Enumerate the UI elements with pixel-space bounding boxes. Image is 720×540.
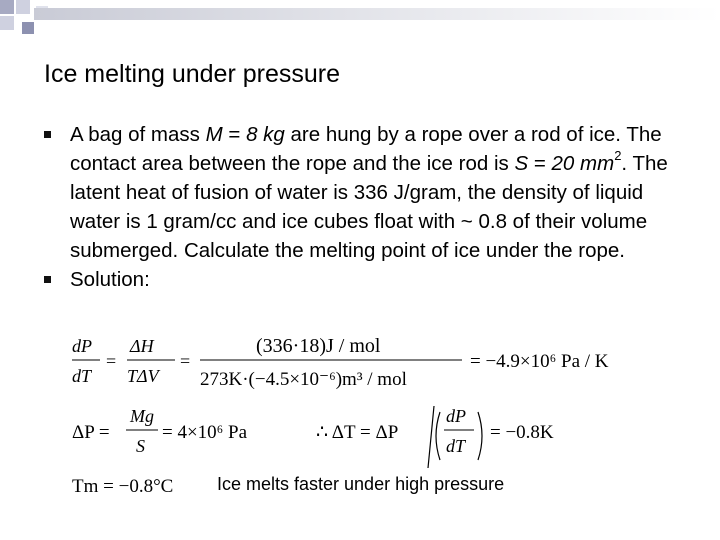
area-value: 20 mm	[551, 152, 615, 175]
eq1-eq: =	[106, 351, 117, 371]
slide-title: Ice melting under pressure	[44, 60, 340, 88]
conclusion-note: Ice melts faster under high pressure	[217, 474, 505, 494]
problem-text: . The latent heat of fusion of water is 336 J/gram, the density of liquid water is 1 gram/cc and ice cubes float with ~ 0.8 of their volume submerged. Calculate the melting point of ice under the rope.	[70, 152, 668, 262]
eq3-den: dT	[446, 436, 466, 456]
eq1-mid-den: TΔV	[127, 366, 159, 386]
eq2-den: S	[136, 436, 145, 456]
eq1-eq2: =	[180, 351, 191, 371]
eq3-num: dP	[446, 406, 466, 426]
problem-text: A bag of mass	[70, 123, 206, 146]
eq1-lhs-num: dP	[72, 336, 92, 356]
area-exponent: 2	[614, 148, 622, 164]
mass-value: 8 kg	[246, 123, 285, 146]
problem-text: =	[222, 123, 247, 146]
eq1-result: = −4.9×10⁶ Pa / K	[470, 351, 609, 372]
eq1-rhs-den: 273K·(−4.5×10⁻⁶)m³ / mol	[200, 369, 407, 390]
eq4: Tm = −0.8°C	[72, 476, 174, 497]
eq1-rhs-num: (336·18)J / mol	[256, 335, 381, 357]
eq2-num: Mg	[130, 406, 154, 426]
area-variable: S	[514, 152, 529, 175]
problem-text: =	[528, 152, 552, 175]
mass-variable: M	[205, 123, 223, 146]
eq3-lhs: ∴ ΔT = ΔP	[316, 422, 399, 443]
problem-text: are hung by a rope over a rod of ice. The contact area between the rope and the ice rod is	[70, 123, 662, 175]
eq2-result: = 4×10⁶ Pa	[162, 422, 248, 443]
eq2-lhs: ΔP =	[72, 422, 110, 443]
solution-label: Solution:	[70, 268, 150, 291]
eq3-result: = −0.8K	[490, 422, 554, 443]
eq1-lhs-den: dT	[72, 366, 92, 386]
eq1-mid-num: ΔH	[130, 336, 154, 356]
